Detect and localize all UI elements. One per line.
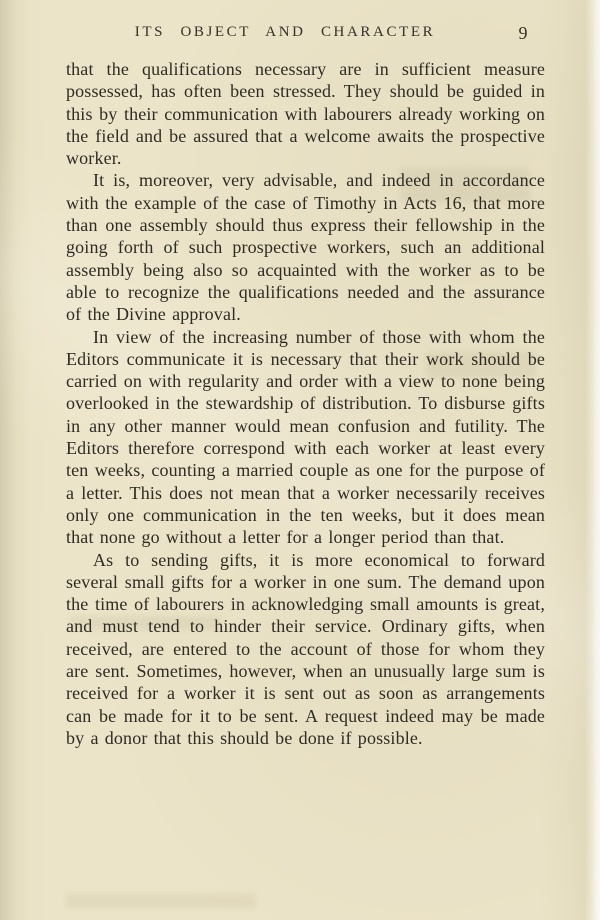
running-title: ITS OBJECT AND CHARACTER xyxy=(134,24,436,40)
page-number: 9 xyxy=(518,23,528,43)
page-header xyxy=(66,24,544,48)
paragraph: As to sending gifts, it is more economical to forward several small gifts for a worker in one sum. The demand upon the time of labourers in acknowledging small amounts is great, and must tend to hinder their service. Ordinary gifts, when received, are entered to the account of those for whom they are sent. Sometimes, however, when an unusually large sum is received for a worker it is sent out as soon as arrangements can be made for it to be sent. A request indeed may be made by a donor that this should be done if possible. xyxy=(66,549,545,748)
body-text xyxy=(66,58,545,749)
paragraph: In view of the increasing number of those with whom the Editors communicate it is necessary that their work should be carried on with regularity and order with a view to none being overlooked in the stewardship of distribution. To disburse gifts in any other manner would mean confusion and futility. The Editors therefore correspond with each worker at least every ten weeks, counting a married couple as one for the purpose of a letter. This does not mean that a worker necessarily receives only one communication in the ten weeks, but it does mean that none go without a letter for a longer period than that. xyxy=(66,326,545,548)
paragraph: It is, moreover, very advisable, and indeed in accordance with the example of the case of Timothy in Acts 16, that more than one assembly should thus express their fellowship in the going forth of such prospective workers, such an additional assembly being also so acquainted with the worker as to be able to recognize the qualifications needed and the assurance of the Divine approval. xyxy=(66,170,545,325)
bleedthrough-smudge xyxy=(66,894,256,908)
paragraph: that the qualifications necessary are in sufficient measure possessed, has often been stressed. They should be guided in this by their communication with labourers already working on the field and be assured that a welcome awaits the prospective worker. xyxy=(66,59,545,169)
